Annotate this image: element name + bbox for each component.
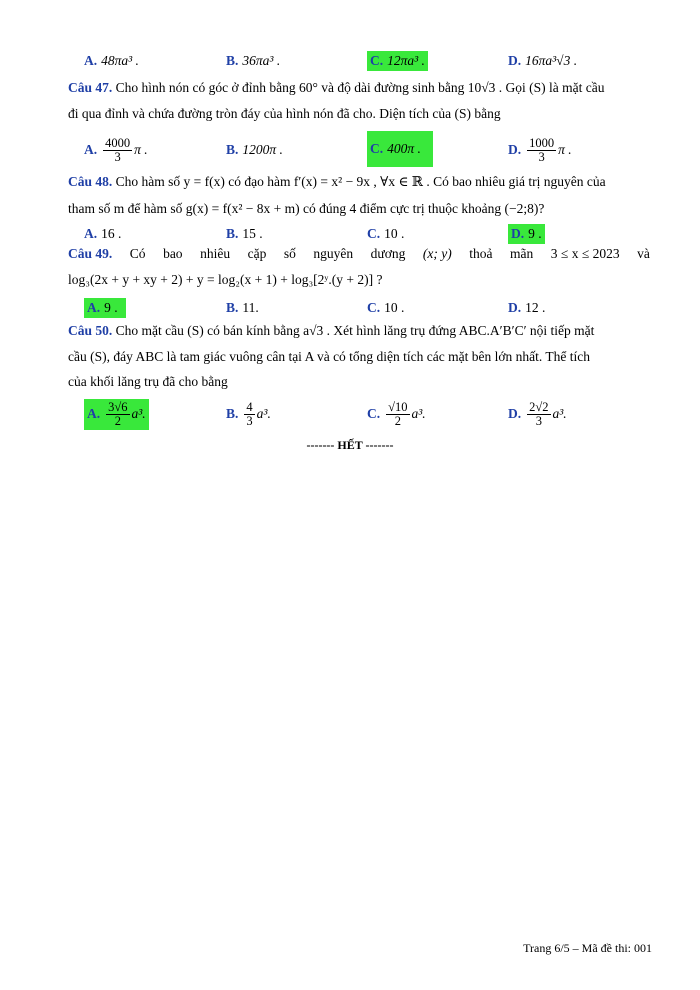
q46-option-c[interactable] bbox=[367, 48, 428, 74]
fraction: $\frac{1000}{3}$ bbox=[529, 135, 555, 164]
option-text: 16 . bbox=[101, 226, 122, 241]
option-letter: A. bbox=[87, 300, 101, 315]
question-label: Câu 49. bbox=[68, 246, 113, 261]
fraction: $\frac{4}{3}$ bbox=[246, 399, 253, 428]
q50-option-d[interactable]: D. $\frac{2√2}{3}$ a³. bbox=[508, 399, 567, 428]
q50-stem-line2: cầu (S), đáy ABC là tam giác vuông cân tại A và có tổng diện tích các mặt bên lớn nhất. Thể tích bbox=[68, 349, 590, 364]
q49-option-a[interactable] bbox=[84, 295, 126, 321]
option-text: 9 . bbox=[104, 300, 118, 315]
option-letter: C. bbox=[367, 226, 381, 241]
option-text: 12πa³ . bbox=[387, 53, 425, 68]
q46-option-b[interactable] bbox=[226, 48, 280, 74]
q49-option-c[interactable] bbox=[367, 295, 404, 321]
question-text: Cho hàm số y = f(x) có đạo hàm f′(x) = x² − 9x , ∀x ∈ ℝ . Có bao nhiêu giá trị nguyên của bbox=[112, 174, 606, 189]
option-letter: B. bbox=[226, 300, 239, 315]
answer-highlight: A. $\frac{3√6}{2}$ a³. bbox=[84, 399, 149, 430]
question-text: Cho mặt cầu (S) có bán kính bằng a√3 . Xét hình lăng trụ đứng ABC.A′B′C′ nội tiếp mặt bbox=[112, 323, 595, 338]
question-label: Câu 50. bbox=[68, 323, 113, 338]
end-marker: ------- HẾT ------- bbox=[306, 438, 394, 452]
option-letter: A. bbox=[84, 142, 98, 157]
q49-option-d[interactable] bbox=[508, 295, 545, 321]
fraction: $\frac{√10}{2}$ bbox=[388, 399, 408, 428]
q49-stem-line2: log₃(2x + y + xy + 2) + y = log₂(x + 1) + log₃[2ʸ.(y + 2)] ? bbox=[68, 272, 383, 287]
option-text: 15 . bbox=[242, 226, 263, 241]
q47-stem-line1 bbox=[68, 78, 650, 98]
answer-highlight bbox=[367, 131, 433, 167]
q48-stem-line2: tham số m để hàm số g(x) = f(x² − 8x + m) có đúng 4 điểm cực trị thuộc khoảng (−2;8)? bbox=[68, 201, 545, 216]
question-label: Câu 48. bbox=[68, 174, 113, 189]
answer-highlight bbox=[84, 298, 126, 318]
option-letter: A. bbox=[84, 226, 98, 241]
q47-option-b[interactable] bbox=[226, 137, 283, 163]
option-letter: D. bbox=[511, 226, 525, 241]
question-text: Cho hình nón có góc ở đỉnh bằng 60° và độ dài đường sinh bằng 10√3 . Gọi (S) là mặt cầu bbox=[112, 80, 605, 95]
option-letter: B. bbox=[226, 142, 239, 157]
word: mãn bbox=[510, 246, 534, 261]
option-text: 10 . bbox=[384, 226, 405, 241]
option-text: 400π . bbox=[387, 141, 421, 156]
option-letter: D. bbox=[508, 53, 522, 68]
fraction: $\frac{3√6}{2}$ bbox=[108, 399, 128, 428]
answer-highlight bbox=[508, 224, 545, 244]
question-label: Câu 47. bbox=[68, 80, 113, 95]
option-text: 9 . bbox=[528, 226, 542, 241]
option-letter: B. bbox=[226, 53, 239, 68]
fraction: $\frac{4000}{3}$ bbox=[105, 135, 131, 164]
word: (x; y) bbox=[422, 246, 452, 261]
word: và bbox=[637, 246, 650, 261]
q50-stem-line1 bbox=[68, 321, 650, 341]
option-letter: A. bbox=[87, 406, 101, 421]
q50-option-a[interactable] bbox=[84, 394, 149, 434]
q47-option-d[interactable]: D. $\frac{1000}{3}$ π . bbox=[508, 135, 572, 164]
option-letter: B. bbox=[226, 406, 239, 421]
option-letter: D. bbox=[508, 300, 522, 315]
word: thoả bbox=[469, 246, 493, 261]
word: nguyên bbox=[313, 246, 354, 261]
option-text: 16πa³√3 . bbox=[525, 53, 578, 68]
word: dương bbox=[370, 246, 406, 261]
word: số bbox=[283, 246, 296, 261]
word: Có bbox=[129, 246, 146, 261]
q50-option-c[interactable]: C. $\frac{√10}{2}$ a³. bbox=[367, 399, 426, 428]
option-letter: C. bbox=[367, 300, 381, 315]
option-letter: D. bbox=[508, 406, 522, 421]
q47-stem-line2: đi qua đỉnh và chứa đường tròn đáy của hình nón đã cho. Diện tích của (S) bằng bbox=[68, 106, 501, 121]
word: bao bbox=[163, 246, 183, 261]
fraction: $\frac{2√2}{3}$ bbox=[529, 399, 549, 428]
option-letter: C. bbox=[370, 53, 384, 68]
option-text: 11. bbox=[242, 300, 259, 315]
page-footer: Trang 6/5 – Mã đề thi: 001 bbox=[523, 941, 652, 955]
option-letter: B. bbox=[226, 226, 239, 241]
q46-option-d[interactable] bbox=[508, 48, 577, 74]
word: nhiêu bbox=[200, 246, 231, 261]
word: 3 ≤ x ≤ 2023 bbox=[550, 246, 620, 261]
q46-option-a[interactable] bbox=[84, 48, 139, 74]
option-text: 10 . bbox=[384, 300, 405, 315]
q49-stem-line1 bbox=[68, 244, 650, 264]
q47-option-a[interactable]: A. $\frac{4000}{3}$ π . bbox=[84, 135, 148, 164]
option-text: 36πa³ . bbox=[242, 53, 281, 68]
option-letter: C. bbox=[370, 141, 384, 156]
q50-option-b[interactable]: B. $\frac{4}{3}$ a³. bbox=[226, 399, 271, 428]
q48-stem-line1 bbox=[68, 172, 650, 192]
q50-stem-line3: của khối lăng trụ đã cho bằng bbox=[68, 374, 228, 389]
option-letter: A. bbox=[84, 53, 98, 68]
answer-highlight bbox=[367, 51, 428, 71]
q47-option-c[interactable] bbox=[367, 130, 433, 168]
option-text: 48πa³ . bbox=[101, 53, 139, 68]
option-letter: C. bbox=[367, 406, 381, 421]
q49-option-b[interactable] bbox=[226, 295, 259, 321]
option-text: 12 . bbox=[525, 300, 546, 315]
option-letter: D. bbox=[508, 142, 522, 157]
word: cặp bbox=[247, 246, 267, 261]
option-text: 1200π . bbox=[242, 142, 283, 157]
